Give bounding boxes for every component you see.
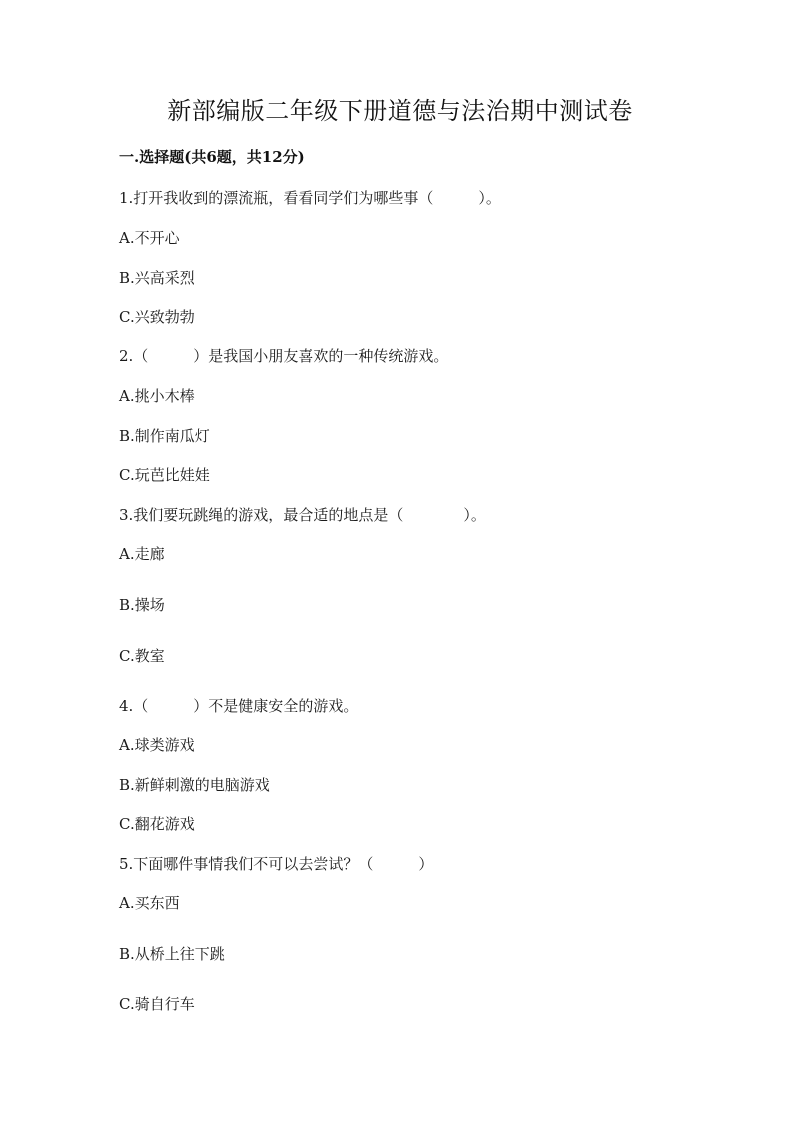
question-1-option-b: B.兴高采烈 bbox=[119, 269, 195, 287]
question-1-option-c: C.兴致勃勃 bbox=[119, 308, 195, 326]
section-heading: 一.选择题(共6题，共12分) bbox=[119, 148, 305, 166]
question-4-option-c: C.翻花游戏 bbox=[119, 815, 195, 833]
question-5-option-c: C.骑自行车 bbox=[119, 995, 195, 1013]
question-3-stem: 3.我们要玩跳绳的游戏，最合适的地点是（ ）。 bbox=[119, 506, 486, 524]
question-1-stem: 1.打开我收到的漂流瓶，看看同学们为哪些事（ ）。 bbox=[119, 189, 501, 207]
exam-title: 新部编版二年级下册道德与法治期中测试卷 bbox=[167, 97, 633, 125]
question-5-option-b: B.从桥上往下跳 bbox=[119, 945, 225, 963]
question-3-option-b: B.操场 bbox=[119, 596, 165, 614]
question-2-stem: 2.（ ）是我国小朋友喜欢的一种传统游戏。 bbox=[119, 347, 449, 365]
question-2-option-b: B.制作南瓜灯 bbox=[119, 427, 210, 445]
question-4-stem: 4.（ ）不是健康安全的游戏。 bbox=[119, 697, 359, 715]
question-4-option-b: B.新鲜刺激的电脑游戏 bbox=[119, 776, 270, 794]
question-2-option-c: C.玩芭比娃娃 bbox=[119, 466, 210, 484]
question-5-option-a: A.买东西 bbox=[119, 894, 180, 912]
question-4-option-a: A.球类游戏 bbox=[119, 736, 195, 754]
question-1-option-a: A.不开心 bbox=[119, 229, 180, 247]
question-3-option-c: C.教室 bbox=[119, 647, 165, 665]
question-5-stem: 5.下面哪件事情我们不可以去尝试？（ ） bbox=[119, 855, 434, 873]
question-2-option-a: A.挑小木棒 bbox=[119, 387, 195, 405]
question-3-option-a: A.走廊 bbox=[119, 545, 165, 563]
